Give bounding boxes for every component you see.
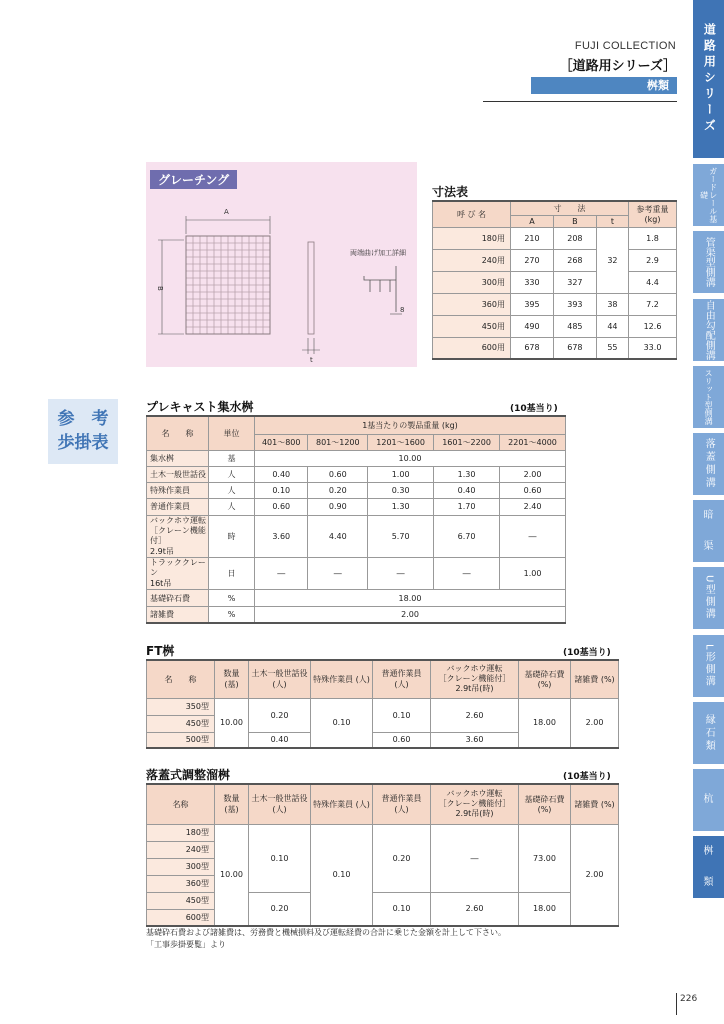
otoshi-row-name: 180型 (147, 824, 215, 841)
dim-cell: 2.9 (629, 249, 677, 271)
dim-cell: 4.4 (629, 271, 677, 293)
precast-cell: 1.00 (500, 558, 566, 590)
precast-cell: ― (255, 558, 308, 590)
precast-unit: % (209, 590, 255, 607)
ft-h-tokushu: 特殊作業員 (人) (311, 660, 373, 698)
precast-row-name: トラッククレーン 16t吊 (147, 558, 209, 590)
precast-cell: 1.00 (368, 466, 434, 482)
detail-label: 両端曲げ加工詳細 (350, 249, 406, 257)
precast-h-name: 名 称 (147, 416, 209, 450)
dim-table (432, 200, 677, 360)
dim-cell: 270 (511, 249, 554, 271)
precast-cell: 2.40 (500, 498, 566, 515)
ft-cell: 10.00 (215, 698, 249, 748)
page-number: 226 (676, 993, 697, 1015)
otoshi-h-saiseki: 基礎砕石費 (%) (519, 784, 571, 824)
otoshi-table (146, 783, 619, 927)
precast-cell: 0.10 (255, 482, 308, 498)
precast-unit: 人 (209, 498, 255, 515)
precast-cell: 2.00 (255, 607, 566, 623)
otoshi-h-futsu: 普通作業員 (人) (373, 784, 431, 824)
dim-cell: 7.2 (629, 293, 677, 315)
precast-unit: % (209, 607, 255, 623)
dim-h-weight: 参考重量 (kg) (629, 201, 677, 227)
precast-unit: 人 (209, 482, 255, 498)
precast-row-name: 土木一般世話役 (147, 466, 209, 482)
precast-cell: 6.70 (434, 515, 500, 558)
dim-cell: 485 (553, 315, 596, 337)
precast-cell: 3.60 (255, 515, 308, 558)
precast-cell: 2.00 (500, 466, 566, 482)
ft-h-futsu: 普通作業員 (人) (373, 660, 431, 698)
dim-cell: 38 (596, 293, 628, 315)
ft-title: FT桝 (146, 644, 175, 658)
ft-h-backhoe: バックホウ運転 ［クレーン機能付］ 2.9t吊(時) (431, 660, 519, 698)
dim-h-name: 呼 び 名 (433, 201, 511, 227)
precast-h-col: 2201～4000 (500, 434, 566, 450)
dim-cell: 395 (511, 293, 554, 315)
precast-cell: 4.40 (308, 515, 368, 558)
otoshi-cell: 0.20 (373, 824, 431, 892)
precast-cell: 1.30 (434, 466, 500, 482)
precast-cell: 0.30 (368, 482, 434, 498)
precast-row-name: 普通作業員 (147, 498, 209, 515)
precast-h-weight: 1基当たりの製品重量 (kg) (255, 416, 566, 434)
category-bar: 桝類 (531, 77, 677, 94)
dim-cell: 32 (596, 227, 628, 293)
precast-unit: 時 (209, 515, 255, 558)
dim-cell: 330 (511, 271, 554, 293)
precast-cell: 1.30 (368, 498, 434, 515)
dim-cell: 393 (553, 293, 596, 315)
tab-pipe-ditch[interactable]: 管渠型側溝 (693, 231, 724, 293)
dim-table-title: 寸法表 (432, 185, 469, 199)
otoshi-h-shozatsu: 諸雑費 (%) (571, 784, 619, 824)
dim-cell: 490 (511, 315, 554, 337)
otoshi-row-name: 300型 (147, 858, 215, 875)
dim-cell: 327 (553, 271, 596, 293)
otoshi-cell: 0.10 (373, 892, 431, 926)
otoshi-row-name: 600型 (147, 909, 215, 926)
dim-row-name: 240用 (433, 249, 511, 271)
precast-row-name: バックホウ運転 ［クレーン機能付］ 2.9t吊 (147, 515, 209, 558)
precast-table (146, 415, 566, 624)
precast-cell: 0.60 (255, 498, 308, 515)
dim-8-label: 8 (400, 306, 405, 314)
ft-row-name: 350型 (147, 698, 215, 715)
tab-culvert[interactable]: 暗 渠 (693, 500, 724, 562)
dim-cell: 678 (553, 337, 596, 359)
reference-box (48, 399, 118, 464)
otoshi-cell: ― (431, 824, 519, 892)
dim-cell: 678 (511, 337, 554, 359)
dim-cell: 208 (553, 227, 596, 249)
tab-guardrail[interactable]: ガードレール基礎 (693, 164, 724, 226)
grating-title: グレーチング (150, 170, 237, 189)
otoshi-row-name: 450型 (147, 892, 215, 909)
grating-panel (146, 162, 417, 367)
otoshi-h-tokushu: 特殊作業員 (人) (311, 784, 373, 824)
ft-cell: 0.20 (249, 698, 311, 732)
dim-cell: 33.0 (629, 337, 677, 359)
otoshi-title: 落蓋式調整溜桝 (146, 768, 231, 782)
precast-row-name: 基礎砕石費 (147, 590, 209, 607)
series-title: ［道路用シリーズ］ (559, 59, 676, 74)
ft-h-doboku: 土木一般世話役 (人) (249, 660, 311, 698)
precast-cell: 5.70 (368, 515, 434, 558)
otoshi-cell: 2.60 (431, 892, 519, 926)
precast-cell: 0.60 (500, 482, 566, 498)
ft-h-shozatsu: 諸雑費 (%) (571, 660, 619, 698)
otoshi-cell: 0.10 (311, 824, 373, 926)
tab-basin[interactable]: 桝 類 (693, 836, 724, 898)
ft-h-saiseki: 基礎砕石費 (%) (519, 660, 571, 698)
precast-cell: 0.90 (308, 498, 368, 515)
ft-h-name: 名 称 (147, 660, 215, 698)
header-rule (483, 101, 677, 102)
otoshi-cell: 0.10 (249, 824, 311, 892)
dim-row-name: 300用 (433, 271, 511, 293)
precast-cell: 10.00 (255, 450, 566, 466)
precast-unit: 基 (209, 450, 255, 466)
otoshi-cell: 0.20 (249, 892, 311, 926)
precast-cell: 18.00 (255, 590, 566, 607)
ft-row-name: 450型 (147, 715, 215, 732)
ft-table (146, 659, 619, 749)
dim-a-label: A (224, 208, 229, 216)
dim-row-name: 180用 (433, 227, 511, 249)
dim-h-dims: 寸 法 (511, 201, 629, 215)
precast-note: (10基当り) (510, 404, 558, 414)
ft-h-qty: 数量 (基) (215, 660, 249, 698)
ft-cell: 2.00 (571, 698, 619, 748)
otoshi-cell: 2.00 (571, 824, 619, 926)
dim-cell: 1.8 (629, 227, 677, 249)
dim-h-b: B (553, 215, 596, 227)
tab-curb[interactable]: 縁石類 (693, 702, 724, 764)
otoshi-h-name: 名称 (147, 784, 215, 824)
tab-road-series[interactable]: 道路用シリーズ (693, 0, 724, 158)
dim-row-name: 450用 (433, 315, 511, 337)
reference-line2: 歩掛表 (57, 433, 109, 453)
dim-cell: 210 (511, 227, 554, 249)
tab-lid-ditch[interactable]: 落蓋側溝 (693, 433, 724, 495)
precast-row-name: 集水桝 (147, 450, 209, 466)
grating-drawing (146, 162, 417, 367)
ft-cell: 0.10 (311, 698, 373, 748)
precast-cell: ― (308, 558, 368, 590)
ft-cell: 18.00 (519, 698, 571, 748)
precast-cell: 0.20 (308, 482, 368, 498)
precast-row-name: 諸雑費 (147, 607, 209, 623)
otoshi-h-doboku: 土木一般世話役 (人) (249, 784, 311, 824)
dim-cell: 268 (553, 249, 596, 271)
precast-cell: 1.70 (434, 498, 500, 515)
precast-cell: ― (368, 558, 434, 590)
otoshi-cell: 18.00 (519, 892, 571, 926)
brand-label: FUJI COLLECTION (574, 40, 676, 52)
precast-h-col: 801～1200 (308, 434, 368, 450)
precast-h-col: 401～800 (255, 434, 308, 450)
precast-h-col: 1601～2200 (434, 434, 500, 450)
otoshi-row-name: 240型 (147, 841, 215, 858)
dim-cell: 44 (596, 315, 628, 337)
dim-cell: 55 (596, 337, 628, 359)
otoshi-h-backhoe: バックホウ運転 ［クレーン機能付］ 2.9t吊(時) (431, 784, 519, 824)
precast-cell: 0.60 (308, 466, 368, 482)
precast-cell: 0.40 (255, 466, 308, 482)
otoshi-cell: 10.00 (215, 824, 249, 926)
footnote-2: 「工事歩掛要覧」より (146, 940, 226, 949)
dim-cell: 12.6 (629, 315, 677, 337)
ft-cell: 0.40 (249, 732, 311, 748)
dim-row-name: 600用 (433, 337, 511, 359)
ft-cell: 3.60 (431, 732, 519, 748)
dim-b-label: B (156, 286, 164, 291)
ft-note: (10基当り) (563, 648, 611, 658)
precast-cell: ― (500, 515, 566, 558)
dim-t-label: t (310, 356, 313, 364)
precast-cell: ― (434, 558, 500, 590)
tab-pile[interactable]: 杭 (693, 769, 724, 831)
otoshi-h-qty: 数量 (基) (215, 784, 249, 824)
ft-cell: 2.60 (431, 698, 519, 732)
precast-unit: 日 (209, 558, 255, 590)
dim-h-a: A (511, 215, 554, 227)
ft-cell: 0.60 (373, 732, 431, 748)
footnote-1: 基礎砕石費および諸雑費は、労務費と機械損料及び運転経費の合計に乗じた金額を計上して下さい。 (146, 928, 506, 937)
otoshi-cell: 73.00 (519, 824, 571, 892)
dim-row-name: 360用 (433, 293, 511, 315)
otoshi-note: (10基当り) (563, 772, 611, 782)
precast-unit: 人 (209, 466, 255, 482)
precast-h-unit: 単位 (209, 416, 255, 450)
otoshi-row-name: 360型 (147, 875, 215, 892)
precast-cell: 0.40 (434, 482, 500, 498)
ft-cell: 0.10 (373, 698, 431, 732)
tab-l-ditch[interactable]: L形側溝 (693, 635, 724, 697)
ft-row-name: 500型 (147, 732, 215, 748)
reference-line1: 参 考 (57, 409, 109, 429)
precast-title: プレキャスト集水桝 (146, 400, 254, 414)
tab-free-slope[interactable]: 自由勾配側溝 (693, 299, 724, 361)
tab-u-ditch[interactable]: U型側溝 (693, 567, 724, 629)
tab-slit[interactable]: スリット型側溝 (693, 366, 724, 428)
precast-row-name: 特殊作業員 (147, 482, 209, 498)
precast-h-col: 1201～1600 (368, 434, 434, 450)
dim-h-t: t (596, 215, 628, 227)
